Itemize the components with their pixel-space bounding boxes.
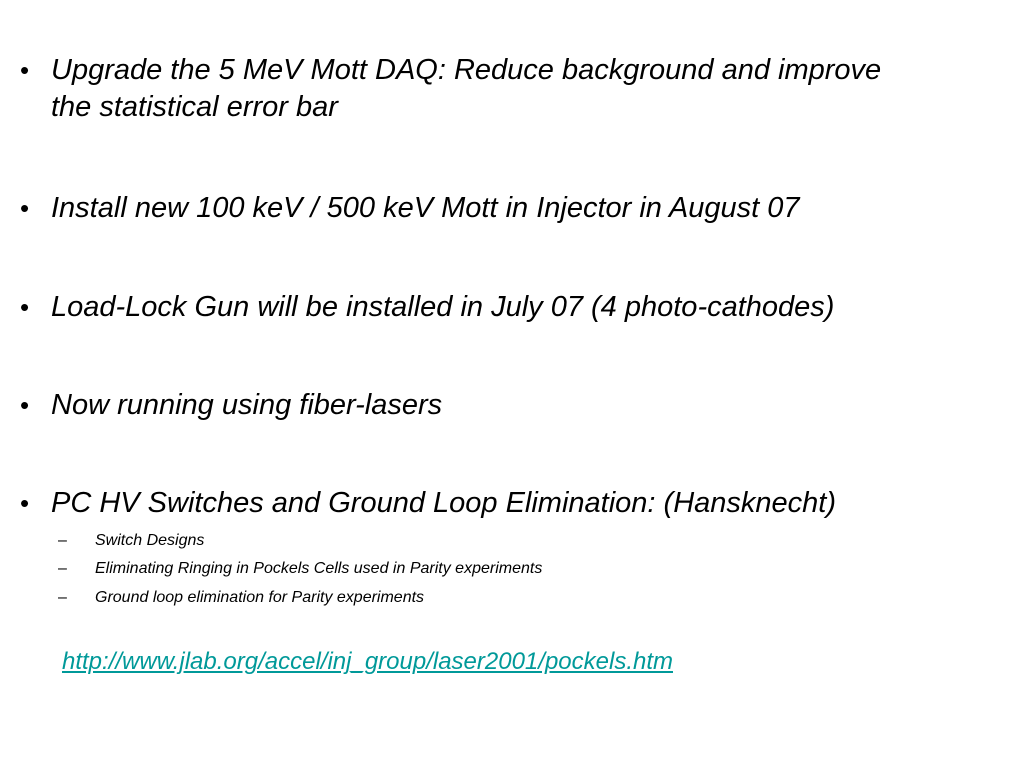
sub-item xyxy=(58,559,542,579)
bullet-item xyxy=(20,190,1010,227)
sub-item xyxy=(58,588,424,608)
bullet-text: Load-Lock Gun will be installed in July 07 (4 photo-cathodes) xyxy=(51,291,835,323)
sub-item-text: Ground loop elimination for Parity experiments xyxy=(95,589,425,606)
bullet-icon: • xyxy=(20,55,30,85)
bullet-item xyxy=(20,485,1010,522)
sub-item-text: Switch Designs xyxy=(95,532,205,549)
dash-icon: – xyxy=(58,532,67,549)
dash-icon: – xyxy=(58,589,67,606)
bullet-text: Now running using fiber-lasers xyxy=(51,389,443,421)
bullet-icon: • xyxy=(20,292,30,322)
bullet-icon: • xyxy=(20,488,30,518)
bullet-icon: • xyxy=(20,193,30,223)
bullet-item xyxy=(20,289,1010,326)
sub-item-text: Eliminating Ringing in Pockels Cells used in Parity experiments xyxy=(95,560,543,577)
dash-icon: – xyxy=(58,560,67,577)
sub-item xyxy=(58,531,204,551)
bullet-text: Upgrade the 5 MeV Mott DAQ: Reduce background and improve the statistical error bar xyxy=(51,54,882,123)
pockels-link[interactable]: http://www.jlab.org/accel/inj_group/laser2001/pockels.htm xyxy=(62,648,673,675)
bullet-item xyxy=(20,387,1010,424)
bullet-icon: • xyxy=(20,390,30,420)
bullet-text: PC HV Switches and Ground Loop Elimination: (Hansknecht) xyxy=(51,487,836,519)
bullet-item xyxy=(20,52,1010,126)
bullet-text: Install new 100 keV / 500 keV Mott in Injector in August 07 xyxy=(51,192,800,224)
